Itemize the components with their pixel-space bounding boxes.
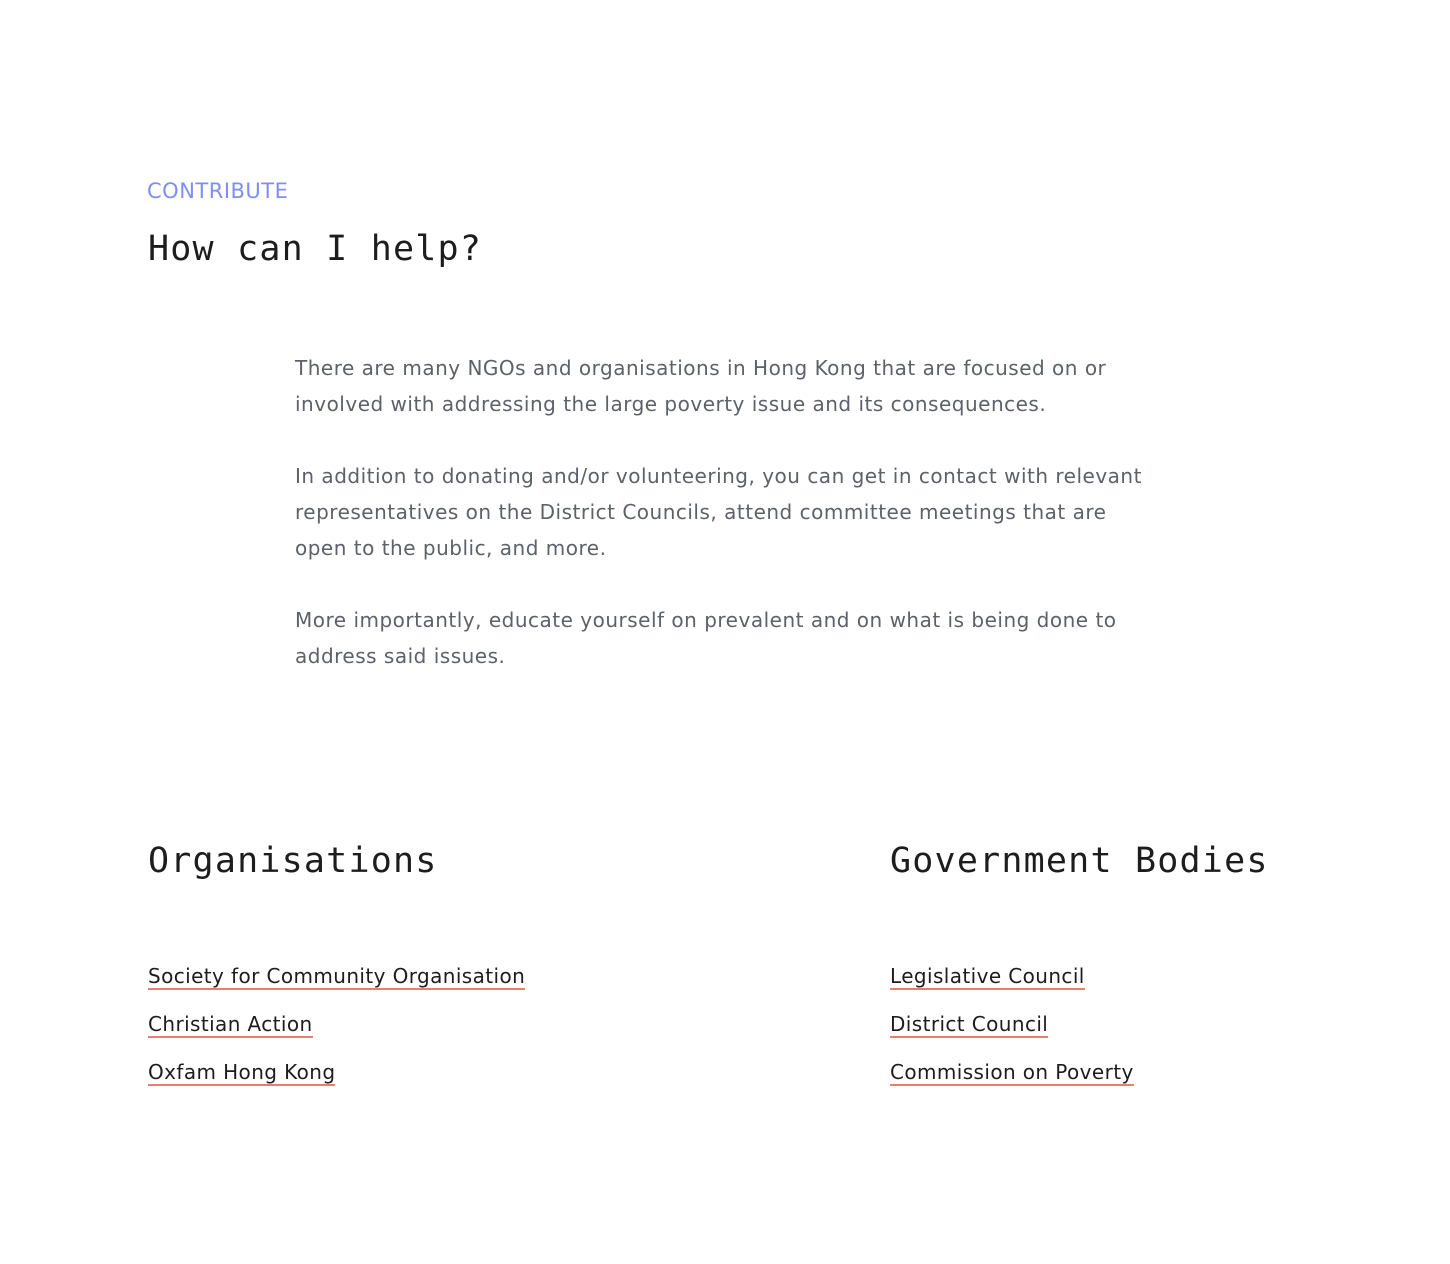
- list-item: [890, 1055, 1134, 1103]
- section-eyebrow: CONTRIBUTE: [147, 179, 289, 203]
- list-item: [148, 1007, 525, 1055]
- list-item: [890, 1007, 1134, 1055]
- government-column: [890, 838, 1390, 1084]
- organisations-link-list: [148, 959, 525, 1103]
- page-title: How can I help?: [148, 229, 483, 269]
- link-legislative-council[interactable]: Legislative Council: [890, 964, 1085, 988]
- organisations-column: [148, 838, 748, 1084]
- organisations-heading: Organisations: [148, 841, 438, 881]
- link-society-for-community-organisation[interactable]: Society for Community Organisation: [148, 964, 526, 988]
- intro-paragraph: More importantly, educate yourself on prevalent and on what is being done to address said issues.: [295, 608, 1117, 668]
- intro-paragraph: In addition to donating and/or volunteering, you can get in contact with relevant representatives on the District Councils, attend committee meetings that are open to the public, and more.: [295, 464, 1142, 560]
- list-item: [148, 959, 525, 1007]
- intro-paragraph: There are many NGOs and organisations in Hong Kong that are focused on or involved with addressing the large poverty issue and its consequences.: [295, 356, 1107, 416]
- list-item: [148, 1055, 525, 1103]
- government-link-list: [890, 959, 1134, 1103]
- link-district-council[interactable]: District Council: [890, 1012, 1049, 1036]
- intro-text: [295, 350, 1165, 710]
- list-item: [890, 959, 1134, 1007]
- link-commission-on-poverty[interactable]: Commission on Poverty: [890, 1060, 1134, 1084]
- link-oxfam-hong-kong[interactable]: Oxfam Hong Kong: [148, 1060, 336, 1084]
- link-christian-action[interactable]: Christian Action: [148, 1012, 313, 1036]
- government-heading: Government Bodies: [890, 841, 1269, 881]
